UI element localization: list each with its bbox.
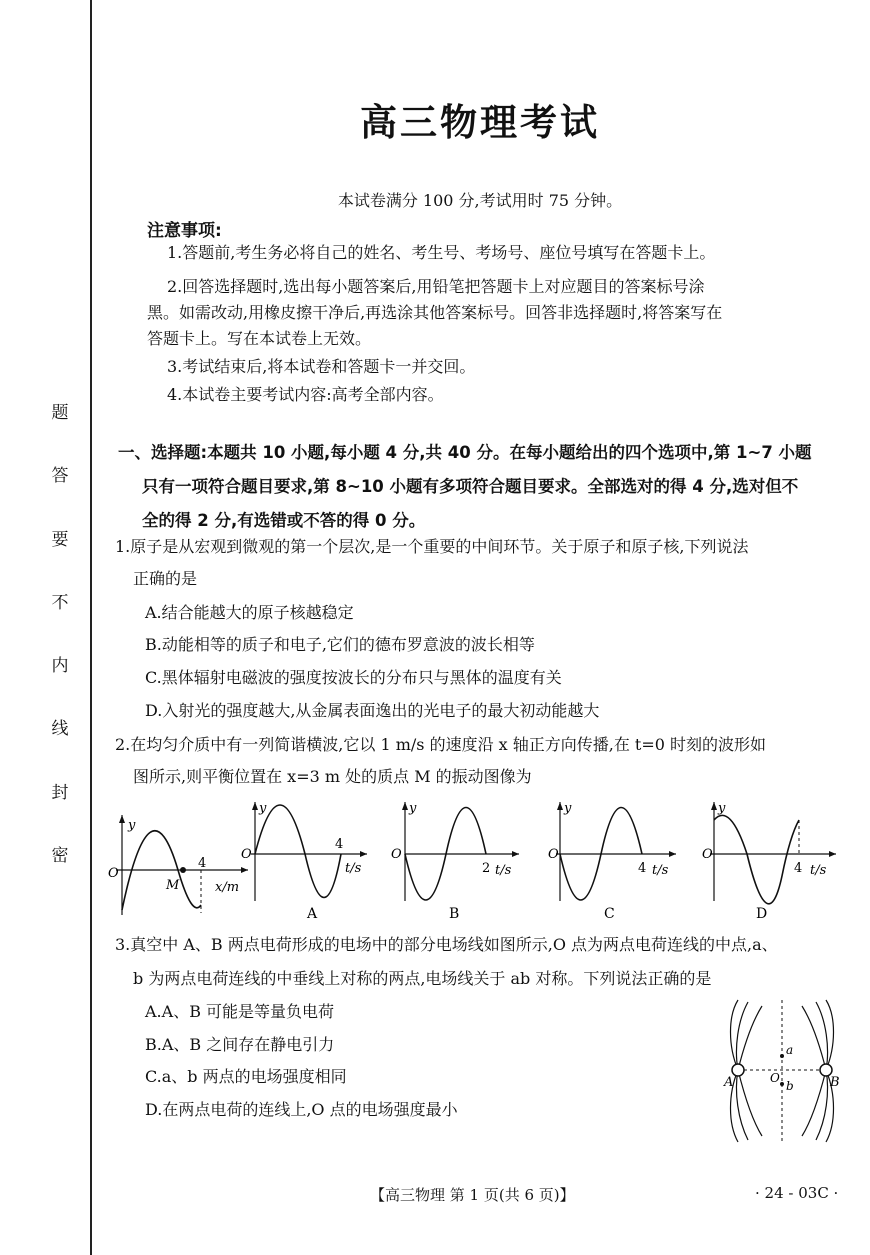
m-label: M [166, 878, 180, 893]
y-axis-arrow [402, 802, 408, 810]
option-letter: C [604, 906, 615, 922]
label-charge-a: A [724, 1075, 734, 1090]
section-line: 一、选择题:本题共 10 小题,每小题 4 分,共 40 分。在每小题给出的四个选项中,第 1~7 小题 [118, 443, 812, 462]
note-line: 答题卡上。写在本试卷上无效。 [147, 329, 372, 348]
seal-char: 内 [51, 656, 69, 677]
wave-diagram [108, 805, 253, 920]
option-letter: D [756, 906, 768, 922]
point-b [780, 1082, 784, 1086]
q3-option-d: D.在两点电荷的连线上,O 点的电场强度最小 [145, 1100, 458, 1119]
tick-label: 4 [638, 861, 647, 876]
origin-label: O [548, 847, 559, 862]
label-charge-b: B [830, 1075, 840, 1090]
origin-label: O [108, 866, 119, 881]
y-axis-arrow [711, 802, 717, 810]
graph-d [702, 796, 842, 926]
q1-option-c: C.黑体辐射电磁波的强度按波长的分布只与黑体的温度有关 [145, 668, 562, 687]
graph-a [237, 796, 377, 926]
notes-heading: 注意事项: [147, 221, 222, 241]
seal-line-notice [48, 405, 72, 865]
y-label: y [409, 801, 417, 816]
tick-label: 4 [335, 837, 344, 852]
y-label: y [128, 818, 136, 833]
t-label: t/s [652, 863, 669, 878]
note-line: 3.考试结束后,将本试卷和答题卡一并交回。 [167, 357, 476, 376]
t-axis-arrow [669, 851, 676, 857]
t-label: t/s [810, 863, 827, 878]
note-line: 1.答题前,考生务必将自己的姓名、考生号、考场号、座位号填写在答题卡上。 [167, 243, 716, 262]
origin-label: O [702, 847, 713, 862]
t-axis-arrow [512, 851, 519, 857]
note-line: 4.本试卷主要考试内容:高考全部内容。 [167, 385, 444, 404]
y-axis-arrow [557, 802, 563, 810]
t-axis-arrow [829, 851, 836, 857]
tick-label: 2 [482, 861, 491, 876]
full-score-note: 本试卷满分 100 分,考试用时 75 分钟。 [337, 191, 623, 210]
exam-code: · 24 - 03C · [755, 1184, 839, 1202]
q1-option-b: B.动能相等的质子和电子,它们的德布罗意波的波长相等 [145, 635, 535, 654]
seal-char: 封 [51, 782, 69, 803]
note-line: 黑。如需改动,用橡皮擦干净后,再选涂其他答案标号。回答非选择题时,将答案写在 [147, 303, 723, 322]
q1-stem: 正确的是 [133, 569, 198, 588]
x-label: x/m [215, 880, 240, 895]
y-axis-arrow [252, 802, 258, 810]
q1-option-d: D.入射光的强度越大,从金属表面逸出的光电子的最大初动能越大 [145, 701, 600, 720]
note-line: 2.回答选择题时,选出每小题答案后,用铅笔把答题卡上对应题目的答案标号涂 [167, 277, 705, 296]
seal-char: 不 [51, 592, 69, 613]
tick-label: 4 [794, 861, 803, 876]
t-label: t/s [345, 861, 362, 876]
q3-option-b: B.A、B 之间存在静电引力 [145, 1035, 335, 1054]
y-label: y [564, 801, 572, 816]
q2-stem: 2.在均匀介质中有一列简谐横波,它以 1 m/s 的速度沿 x 轴正方向传播,在 t=0 时刻的波形如 [115, 735, 767, 754]
seal-char: 密 [51, 845, 69, 866]
charge-a [732, 1064, 744, 1076]
graph-b [391, 796, 526, 926]
q1-stem: 1.原子是从宏观到微观的第一个层次,是一个重要的中间环节。关于原子和原子核,下列说法 [115, 537, 749, 556]
section-heading [118, 436, 848, 538]
y-axis-arrow [119, 815, 125, 823]
t-label: t/s [495, 863, 512, 878]
seal-char: 题 [51, 403, 69, 423]
point-a [780, 1054, 784, 1058]
option-letter: B [449, 906, 460, 922]
seal-char: 答 [51, 466, 69, 487]
label-b: b [786, 1079, 794, 1093]
section-line: 只有一项符合题目要求,第 8~10 小题有多项符合题目要求。全部选对的得 4 分,选对但不 [142, 477, 799, 496]
q2-stem: 图所示,则平衡位置在 x=3 m 处的质点 M 的振动图像为 [133, 767, 532, 786]
graph-c [548, 796, 683, 926]
label-a: a [786, 1043, 794, 1057]
tick-4-label: 4 [198, 856, 207, 871]
origin-label: O [241, 847, 252, 862]
curve [714, 815, 799, 903]
label-o: O [770, 1071, 780, 1085]
origin-label: O [391, 847, 402, 862]
option-letter: A [307, 906, 318, 922]
section-line: 全的得 2 分,有选错或不答的得 0 分。 [142, 511, 426, 530]
q3-option-a: A.A、B 可能是等量负电荷 [145, 1002, 335, 1021]
point-m [180, 867, 186, 873]
seal-char: 要 [51, 529, 69, 550]
q3-option-c: C.a、b 两点的电场强度相同 [145, 1067, 347, 1086]
q3-stem: 3.真空中 A、B 两点电荷形成的电场中的部分电场线如图所示,O 点为两点电荷连线的中点,a、 [115, 935, 778, 954]
t-axis-arrow [360, 851, 367, 857]
exam-title: 高三物理考试 [360, 101, 600, 144]
field-line-diagram [722, 996, 847, 1146]
curve [255, 805, 344, 898]
page-footer: 【高三物理 第 1 页(共 6 页)】 [370, 1186, 575, 1204]
y-label: y [718, 801, 726, 816]
seal-char: 线 [51, 719, 69, 740]
q3-stem: b 为两点电荷连线的中垂线上对称的两点,电场线关于 ab 对称。下列说法正确的是 [133, 969, 712, 988]
y-label: y [259, 801, 267, 816]
q1-option-a: A.结合能越大的原子核越稳定 [145, 603, 354, 622]
